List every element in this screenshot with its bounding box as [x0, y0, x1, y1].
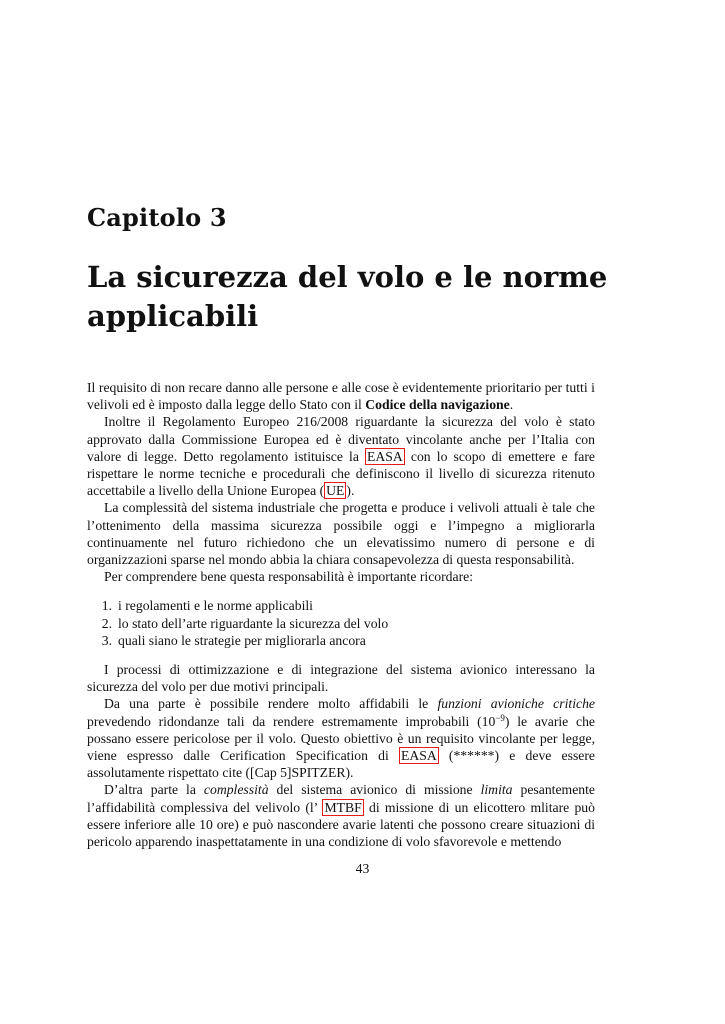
complessita-italic: complessità [203, 782, 269, 798]
chapter-label: Capitolo 3 [87, 203, 227, 232]
paragraph-6-text-c: ) le avarie che possano essere pericolose per il volo. Questo obiettivo è un requisito vincolante per legge, viene espresso dalle Cerification Specification di [87, 713, 595, 764]
funzioni-critiche-italic: funzioni avioniche critiche [437, 696, 595, 712]
body-text [87, 379, 595, 850]
paragraph-1-text: Il requisito di non recare danno alle persone e alle cose è evidentemente prioritario per tutti i velivoli ed è imposto dalla legge dello Stato con il [87, 380, 595, 413]
enumerated-list [87, 597, 595, 649]
list-item-text: i regolamenti e le norme applicabili [118, 598, 313, 614]
list-item-text: quali siano le strategie per migliorarla ancora [118, 632, 366, 648]
paragraph-2-text-c: ). [346, 483, 355, 499]
paragraph-7-text-a: D’altra parte la [104, 782, 204, 798]
list-item [87, 615, 595, 632]
list-item-number: 2. [101, 615, 112, 631]
limita-italic: limita [480, 782, 513, 798]
chapter-title: La sicurezza del volo e le norme applicabili [87, 260, 608, 333]
mtbf-link[interactable]: MTBF [324, 799, 362, 815]
paragraph-7-text-d: di missione di un elicottero mlitare può essere inferiore alle 10 ore) e può nascondere avarie latenti che possono creare situazioni di pericolo apparendo inaspettatamente in una condizione di volo sfavorevole e mettendo [87, 799, 595, 850]
paragraph-6-text-b: prevedendo ridondanze tali da rendere estremamente improbabili (10 [87, 713, 496, 729]
list-item-text: lo stato dell’arte riguardante la sicurezza del volo [118, 615, 389, 631]
easa-link-2[interactable]: EASA [400, 748, 437, 764]
paragraph-6-text-d: (******) e deve essere assolutamente rispettato cite ([Cap 5]SPITZER). [87, 748, 595, 781]
list-item [87, 632, 595, 649]
paragraph-2-text-a: Inoltre il Regolamento Europeo 216/2008 riguardante la sicurezza del volo è stato approvato dalla Commissione Europea ed è diventato vincolante anche per l’Italia con valore di legge. Detto regolamento istituisce la [87, 414, 595, 464]
list-item-number: 3. [101, 632, 112, 648]
paragraph-3: La complessità del sistema industriale che progetta e produce i velivoli attuali è tale che l’ottenimento della massima sicurezza possibile oggi e l’impegno a migliorarla continuamente nel futuro richiedono che un elevatissimo numero di persone e di organizzazioni sparse nel mondo abbia la chiara consapevolezza di questa responsabilità. [87, 500, 595, 568]
codice-navigazione-bold: Codice della navigazione [365, 397, 510, 413]
easa-link[interactable]: EASA [367, 448, 403, 464]
list-item [87, 597, 595, 614]
paragraph-5: I processi di ottimizzazione e di integrazione del sistema avionico interessano la sicurezza del volo per due motivi principali. [87, 662, 595, 695]
page-number: 43 [355, 861, 370, 876]
paragraph-7 [87, 781, 595, 850]
paragraph-4: Per comprendere bene questa responsabilità è importante ricordare: [104, 569, 474, 585]
paragraph-1-end: . [509, 397, 514, 413]
paragraph-2-text-b: con lo scopo di emettere e fare rispettare le norme tecniche e procedurali che definiscono il livello di sicurezza ritenuto accettabile a livello della Unione Europea ( [87, 448, 595, 499]
ue-link[interactable]: UE [326, 483, 345, 499]
paragraph-2 [87, 413, 595, 499]
paragraph-7-text-c: pesantemente l’affidabilità complessiva del velivolo (l’ [87, 782, 595, 815]
exponent: −9 [495, 712, 505, 723]
paragraph-1 [87, 379, 595, 413]
paragraph-7-text-b: del sistema avionico di missione [268, 782, 481, 798]
paragraph-6-text-a: Da una parte è possibile rendere molto affidabili le [104, 696, 438, 712]
paragraph-6 [87, 695, 595, 781]
list-item-number: 1. [101, 598, 112, 614]
